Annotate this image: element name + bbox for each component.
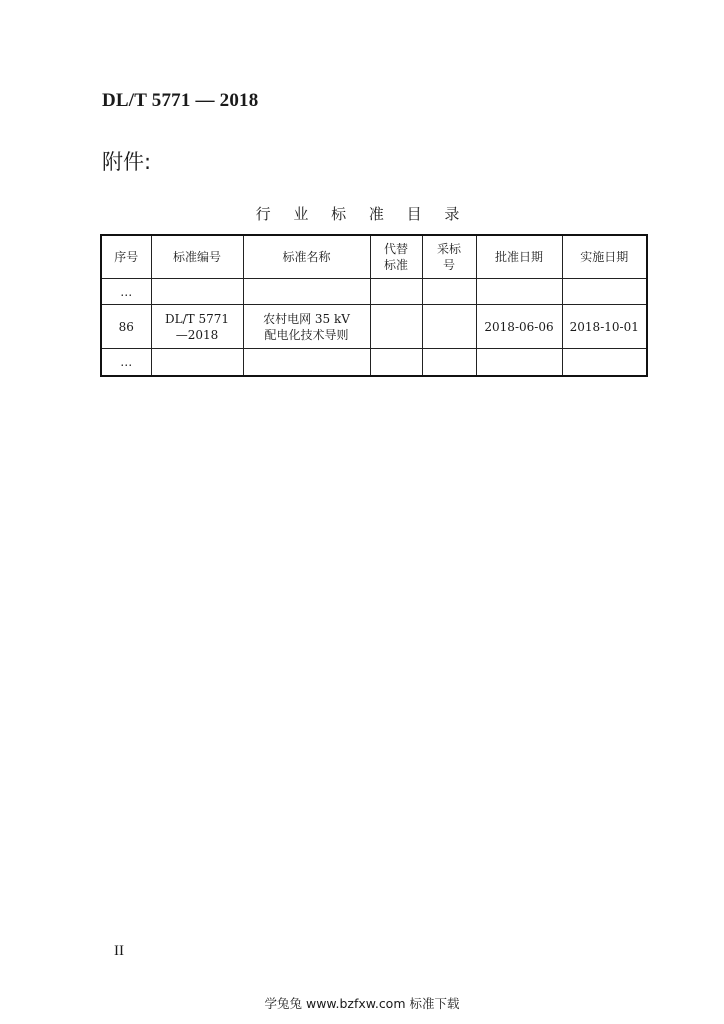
standards-catalog-table <box>100 234 648 377</box>
page-number: II <box>114 943 124 959</box>
column-header: 采标 号 <box>422 235 476 279</box>
table-cell: 86 <box>101 305 151 349</box>
column-header: 标准名称 <box>243 235 370 279</box>
table-cell <box>151 279 243 305</box>
table-cell <box>476 279 562 305</box>
table-cell <box>151 349 243 377</box>
table-cell: DL/T 5771 —2018 <box>151 305 243 349</box>
table-cell <box>422 349 476 377</box>
table-cell <box>422 279 476 305</box>
table-row <box>101 279 647 305</box>
table-cell <box>422 305 476 349</box>
table-cell <box>370 279 422 305</box>
catalog-table-wrapper <box>100 234 648 377</box>
document-code: DL/T 5771 — 2018 <box>102 90 259 111</box>
table-row <box>101 305 647 349</box>
table-header-row <box>101 235 647 279</box>
table-cell: 2018-10-01 <box>562 305 647 349</box>
footer-watermark-text: 学兔兔 www.bzfxw.com 标准下载 <box>264 996 460 1011</box>
table-cell <box>243 349 370 377</box>
table-cell <box>476 349 562 377</box>
table-cell: 2018-06-06 <box>476 305 562 349</box>
table-cell <box>562 349 647 377</box>
attachment-label: 附件: <box>102 150 152 174</box>
table-cell <box>370 305 422 349</box>
table-title: 行 业 标 准 目 录 <box>255 205 469 223</box>
table-cell <box>562 279 647 305</box>
column-header: 批准日期 <box>476 235 562 279</box>
table-cell <box>243 279 370 305</box>
table-cell: 农村电网 35 kV 配电化技术导则 <box>243 305 370 349</box>
column-header: 实施日期 <box>562 235 647 279</box>
column-header: 序号 <box>101 235 151 279</box>
table-cell <box>370 349 422 377</box>
column-header: 标准编号 <box>151 235 243 279</box>
table-cell: … <box>101 279 151 305</box>
column-header: 代替 标准 <box>370 235 422 279</box>
table-cell: … <box>101 349 151 377</box>
table-row <box>101 349 647 377</box>
